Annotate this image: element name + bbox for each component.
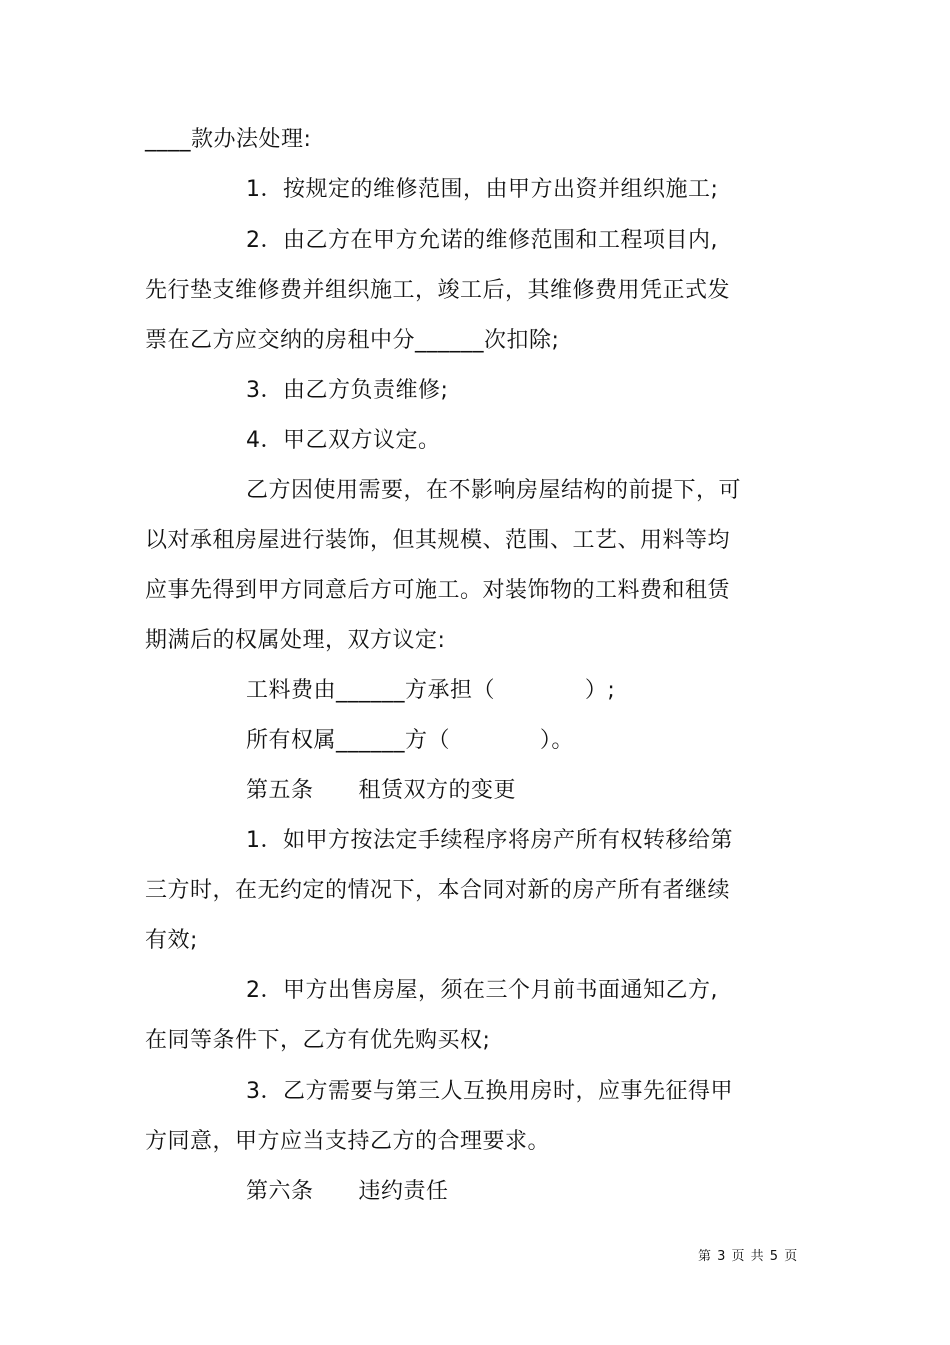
text-line-12: 工料费由______方承担（ ）; <box>246 678 616 703</box>
page-number-footer: 第 3 页 共 5 页 <box>698 1249 799 1264</box>
text-line-5: 票在乙方应交纳的房租中分______次扣除; <box>145 328 560 353</box>
text-line-21: 方同意，甲方应当支持乙方的合理要求。 <box>145 1129 551 1154</box>
text-line-4: 先行垫支维修费并组织施工，竣工后，其维修费用凭正式发 <box>145 278 731 303</box>
text-line-6: 3．由乙方负责维修; <box>246 378 449 403</box>
text-line-18: 2．甲方出售房屋，须在三个月前书面通知乙方, <box>246 978 718 1003</box>
text-line-11: 期满后的权属处理，双方议定: <box>145 628 446 653</box>
text-line-20: 3．乙方需要与第三人互换用房时，应事先征得甲 <box>246 1079 733 1104</box>
text-line-3: 2．由乙方在甲方允诺的维修范围和工程项目内, <box>246 228 718 253</box>
article-heading-6: 第六条 违约责任 <box>246 1179 449 1204</box>
text-line-8: 乙方因使用需要，在不影响房屋结构的前提下，可 <box>246 478 742 503</box>
text-line-13: 所有权属______方（ ）。 <box>246 728 574 753</box>
text-line-2: 1．按规定的维修范围，由甲方出资并组织施工; <box>246 177 719 202</box>
text-line-19: 在同等条件下，乙方有优先购买权; <box>145 1028 491 1053</box>
text-line-17: 有效; <box>145 928 198 953</box>
text-line-16: 三方时，在无约定的情况下，本合同对新的房产所有者继续 <box>145 878 731 903</box>
text-line-15: 1．如甲方按法定手续程序将房产所有权转移给第 <box>246 828 733 853</box>
text-line-1: ____款办法处理: <box>145 127 312 152</box>
article-heading-5: 第五条 租赁双方的变更 <box>246 778 516 803</box>
text-line-7: 4．甲乙双方议定。 <box>246 428 441 453</box>
text-line-10: 应事先得到甲方同意后方可施工。对装饰物的工料费和租赁 <box>145 578 731 603</box>
text-line-9: 以对承租房屋进行装饰，但其规模、范围、工艺、用料等均 <box>145 528 731 553</box>
